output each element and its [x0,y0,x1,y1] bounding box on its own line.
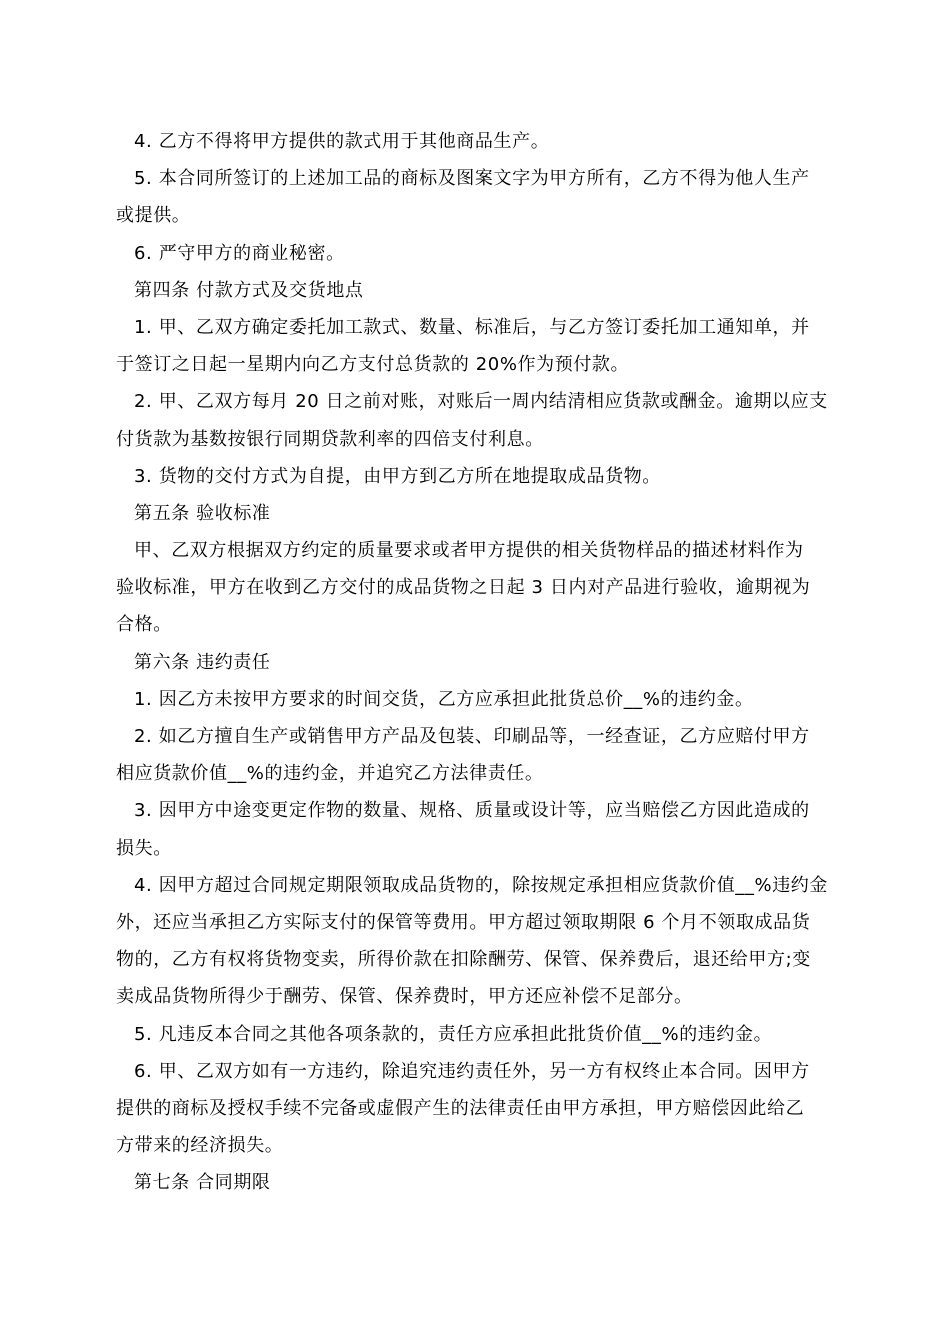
text-line: 于签订之日起一星期内向乙方支付总货款的 20%作为预付款。 [116,354,630,376]
text-line: 付货款为基数按银行同期贷款利率的四倍支付利息。 [116,428,544,450]
text-line: 4. 因甲方超过合同规定期限领取成品货物的，除按规定承担相应货款价值__%违约金 [134,874,828,896]
text-line: 物的，乙方有权将货物变卖，所得价款在扣除酬劳、保管、保养费后，退还给甲方;变 [116,949,811,971]
text-line: 2. 如乙方擅自生产或销售甲方产品及包装、印刷品等，一经查证，乙方应赔付甲方 [134,726,810,747]
text-line: 外，还应当承担乙方实际支付的保管等费用。甲方超过领取期限 6 个月不领取成品货 [116,911,811,933]
text-line: 方带来的经济损失。 [116,1135,284,1157]
text-line: 验收标准，甲方在收到乙方交付的成品货物之日起 3 日内对产品进行验收，逾期视为 [116,577,811,599]
text-line: 5. 凡违反本合同之其他各项条款的，责任方应承担此批货价值__%的违约金。 [134,1023,773,1045]
text-line: 2. 甲、乙双方每月 20 日之前对账，对账后一周内结清相应货款或酬金。逾期以应支 [134,391,828,413]
text-line: 第六条 违约责任 [134,651,271,673]
text-line: 第五条 验收标准 [134,502,271,524]
text-line: 相应货款价值__%的违约金，并追究乙方法律责任。 [116,763,544,785]
text-line: 1. 因乙方未按甲方要求的时间交货，乙方应承担此批货总价__%的违约金。 [134,688,754,710]
text-line: 提供的商标及授权手续不完备或虚假产生的法律责任由甲方承担，甲方赔偿因此给乙 [116,1097,805,1119]
text-line: 5. 本合同所签订的上述加工品的商标及图案文字为甲方所有，乙方不得为他人生产 [134,168,810,190]
document-page [116,123,838,1201]
text-line: 第七条 合同期限 [134,1172,271,1194]
text-line: 3. 因甲方中途变更定作物的数量、规格、质量或设计等，应当赔偿乙方因此造成的 [134,800,810,822]
text-line: 卖成品货物所得少于酬劳、保管、保养费时，甲方还应补偿不足部分。 [116,986,693,1008]
text-line: 甲、乙双方根据双方约定的质量要求或者甲方提供的相关货物样品的描述材料作为 [134,540,804,562]
text-line: 第四条 付款方式及交货地点 [134,279,364,301]
text-line: 合格。 [116,614,172,636]
text-line: 3. 货物的交付方式为自提，由甲方到乙方所在地提取成品货物。 [134,465,661,487]
text-line: 6. 甲、乙双方如有一方违约，除追究违约责任外，另一方有权终止本合同。因甲方 [134,1060,810,1082]
text-line: 损失。 [116,837,172,859]
text-line: 6. 严守甲方的商业秘密。 [134,242,345,264]
text-line: 1. 甲、乙双方确定委托加工款式、数量、标准后，与乙方签订委托加工通知单，并 [134,316,810,338]
text-line: 4. 乙方不得将甲方提供的款式用于其他商品生产。 [134,131,550,152]
text-line: 或提供。 [116,205,191,227]
